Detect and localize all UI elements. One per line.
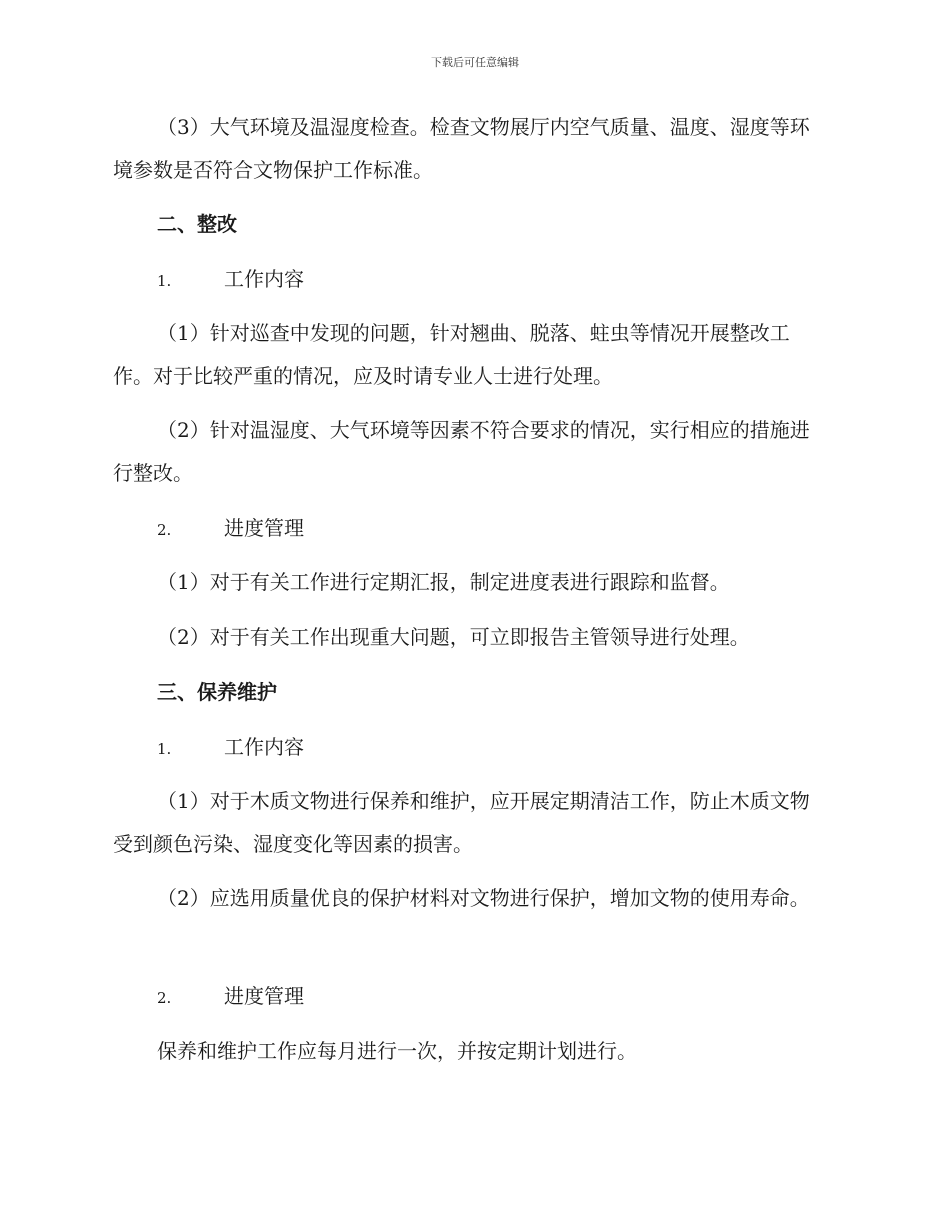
numbered-item-progress-management [157, 513, 304, 545]
page-header: 下载后可任意编辑 [431, 56, 519, 69]
item-label: 进度管理 [224, 984, 304, 1008]
item-number: 2. [157, 989, 172, 1007]
paragraph-rectify-environment: （2）针对温湿度、大气环境等因素不符合要求的情况，实行相应的措施进行整改。 [113, 418, 810, 485]
paragraph-wood-maintenance: （1）对于木质文物进行保养和维护，应开展定期清洁工作，防止木质文物受到颜色污染、湿度变化等因素的损害。 [113, 789, 810, 856]
item-label: 进度管理 [224, 516, 304, 540]
section-heading-maintenance: 三、保养维护 [157, 680, 277, 704]
item-label: 工作内容 [224, 267, 304, 291]
paragraph-regular-report: （1）对于有关工作进行定期汇报，制定进度表进行跟踪和监督。 [157, 570, 730, 594]
item-number: 2. [157, 521, 172, 539]
item-number: 1. [157, 272, 172, 290]
item-label: 工作内容 [224, 735, 304, 759]
paragraph-rectify-issues: （1）针对巡查中发现的问题，针对翘曲、脱落、蛀虫等情况开展整改工作。对于比较严重的情况，应及时请专业人士进行处理。 [113, 321, 790, 388]
paragraph-major-issue-report: （2）对于有关工作出现重大问题，可立即报告主管领导进行处理。 [157, 625, 750, 649]
item-number: 1. [157, 740, 172, 758]
paragraph-monthly-schedule: 保养和维护工作应每月进行一次，并按定期计划进行。 [157, 1039, 637, 1063]
numbered-item-progress-management [157, 981, 304, 1013]
numbered-item-work-content [157, 732, 304, 764]
section-heading-rectification: 二、整改 [157, 212, 237, 236]
paragraph-environment-check: （3）大气环境及温湿度检查。检查文物展厅内空气质量、温度、湿度等环境参数是否符合文物保护工作标准。 [113, 115, 810, 182]
paragraph-protective-materials: （2）应选用质量优良的保护材料对文物进行保护，增加文物的使用寿命。 [157, 886, 810, 910]
numbered-item-work-content [157, 264, 304, 296]
